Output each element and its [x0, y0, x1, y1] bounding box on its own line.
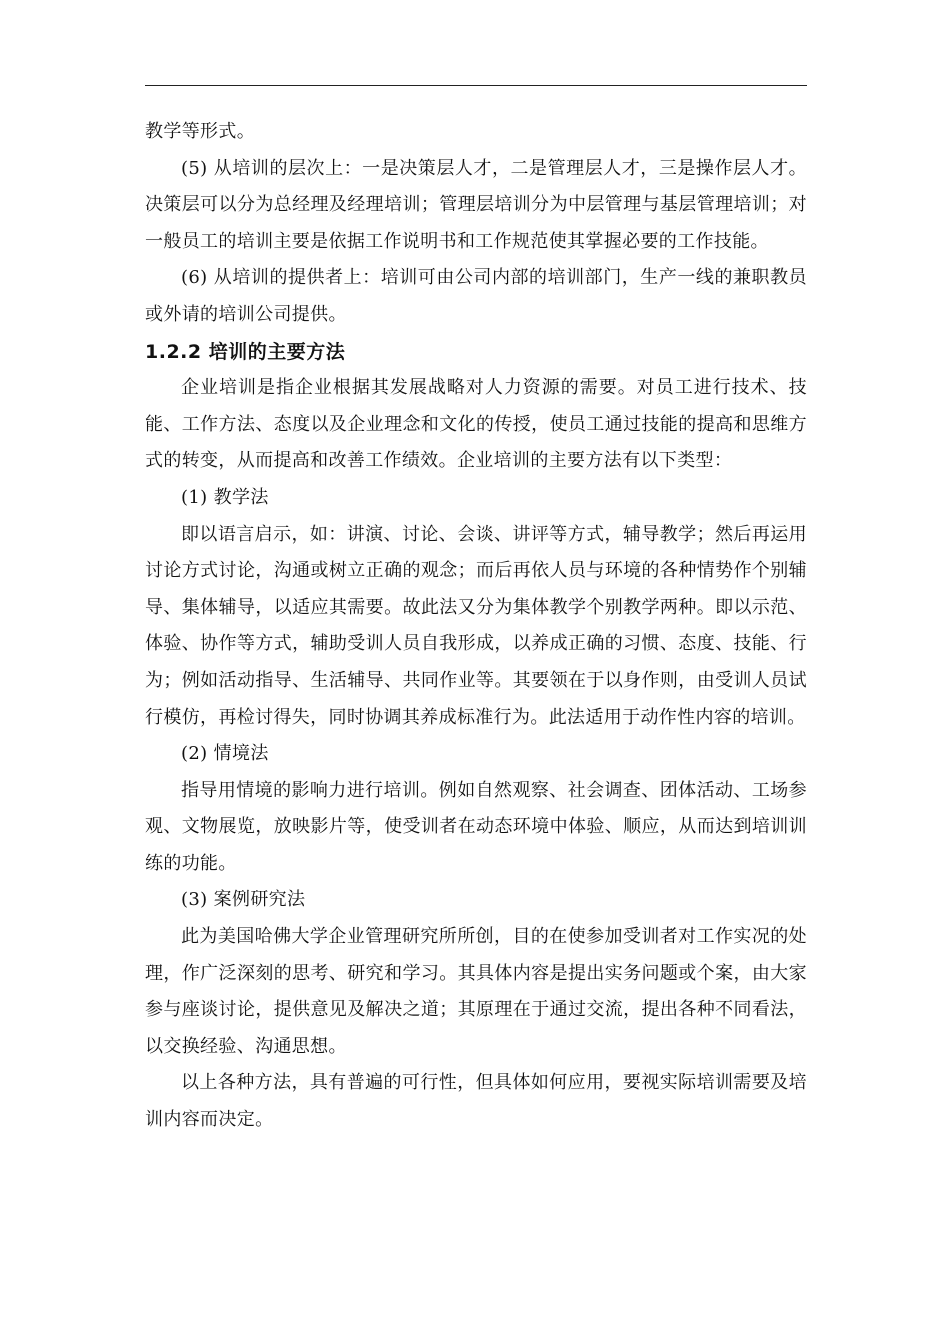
paragraph-teaching-method: 即以语言启示，如：讲演、讨论、会谈、讲评等方式，辅导教学；然后再运用讨论方式讨论，沟通或树立正确的观念；而后再依人员与环境的各种情势作个别辅导、集体辅导，以适应其需要。故此法又分为集体教学个别教学两种。即以示范、体验、协作等方式，辅助受训人员自我形成，以养成正确的习惯、态度、技能、行为；例如活动指导、生活辅导、共同作业等。其要领在于以身作则，由受训人员试行模仿，再检讨得失，同时协调其养成标准行为。此法适用于动作性内容的培训。 [145, 523, 807, 728]
subheading-situation-method: (2) 情境法 [181, 743, 269, 765]
paragraph-conclusion: 以上各种方法，具有普遍的可行性，但具体如何应用，要视实际培训需要及培训内容而决定。 [145, 1072, 807, 1131]
subheading-teaching-method: (1) 教学法 [181, 486, 269, 508]
paragraph-continuation: 教学等形式。 [145, 121, 256, 142]
paragraph-situation-method: 指导用情境的影响力进行培训。例如自然观察、社会调查、团体活动、工场参观、文物展览，放映影片等，使受训者在动态环境中体验、顺应，从而达到培训训练的功能。 [145, 779, 807, 874]
paragraph-intro: 企业培训是指企业根据其发展战略对人力资源的需要。对员工进行技术、技能、工作方法、态度以及企业理念和文化的传授，使员工通过技能的提高和思维方式的转变，从而提高和改善工作绩效。企业培训的主要方法有以下类型： [145, 377, 807, 472]
paragraph-training-providers: (6) 从培训的提供者上：培训可由公司内部的培训部门，生产一线的兼职教员或外请的培训公司提供。 [145, 267, 807, 325]
document-body [145, 114, 807, 1139]
section-heading: 1.2.2 培训的主要方法 [145, 340, 346, 363]
paragraph-training-levels: (5) 从培训的层次上：一是决策层人才，二是管理层人才，三是操作层人才。决策层可以分为总经理及经理培训；管理层培训分为中层管理与基层管理培训；对一般员工的培训主要是依据工作说明书和工作规范使其掌握必要的工作技能。 [145, 157, 807, 252]
document-page [145, 0, 807, 1344]
header-rule [145, 85, 807, 86]
subheading-case-study-method: (3) 案例研究法 [181, 889, 306, 911]
paragraph-case-study-method: 此为美国哈佛大学企业管理研究所所创，目的在使参加受训者对工作实况的处理，作广泛深刻的思考、研究和学习。其具体内容是提出实务问题或个案，由大家参与座谈讨论，提供意见及解决之道；其原理在于通过交流，提出各种不同看法，以交换经验、沟通思想。 [145, 926, 807, 1057]
